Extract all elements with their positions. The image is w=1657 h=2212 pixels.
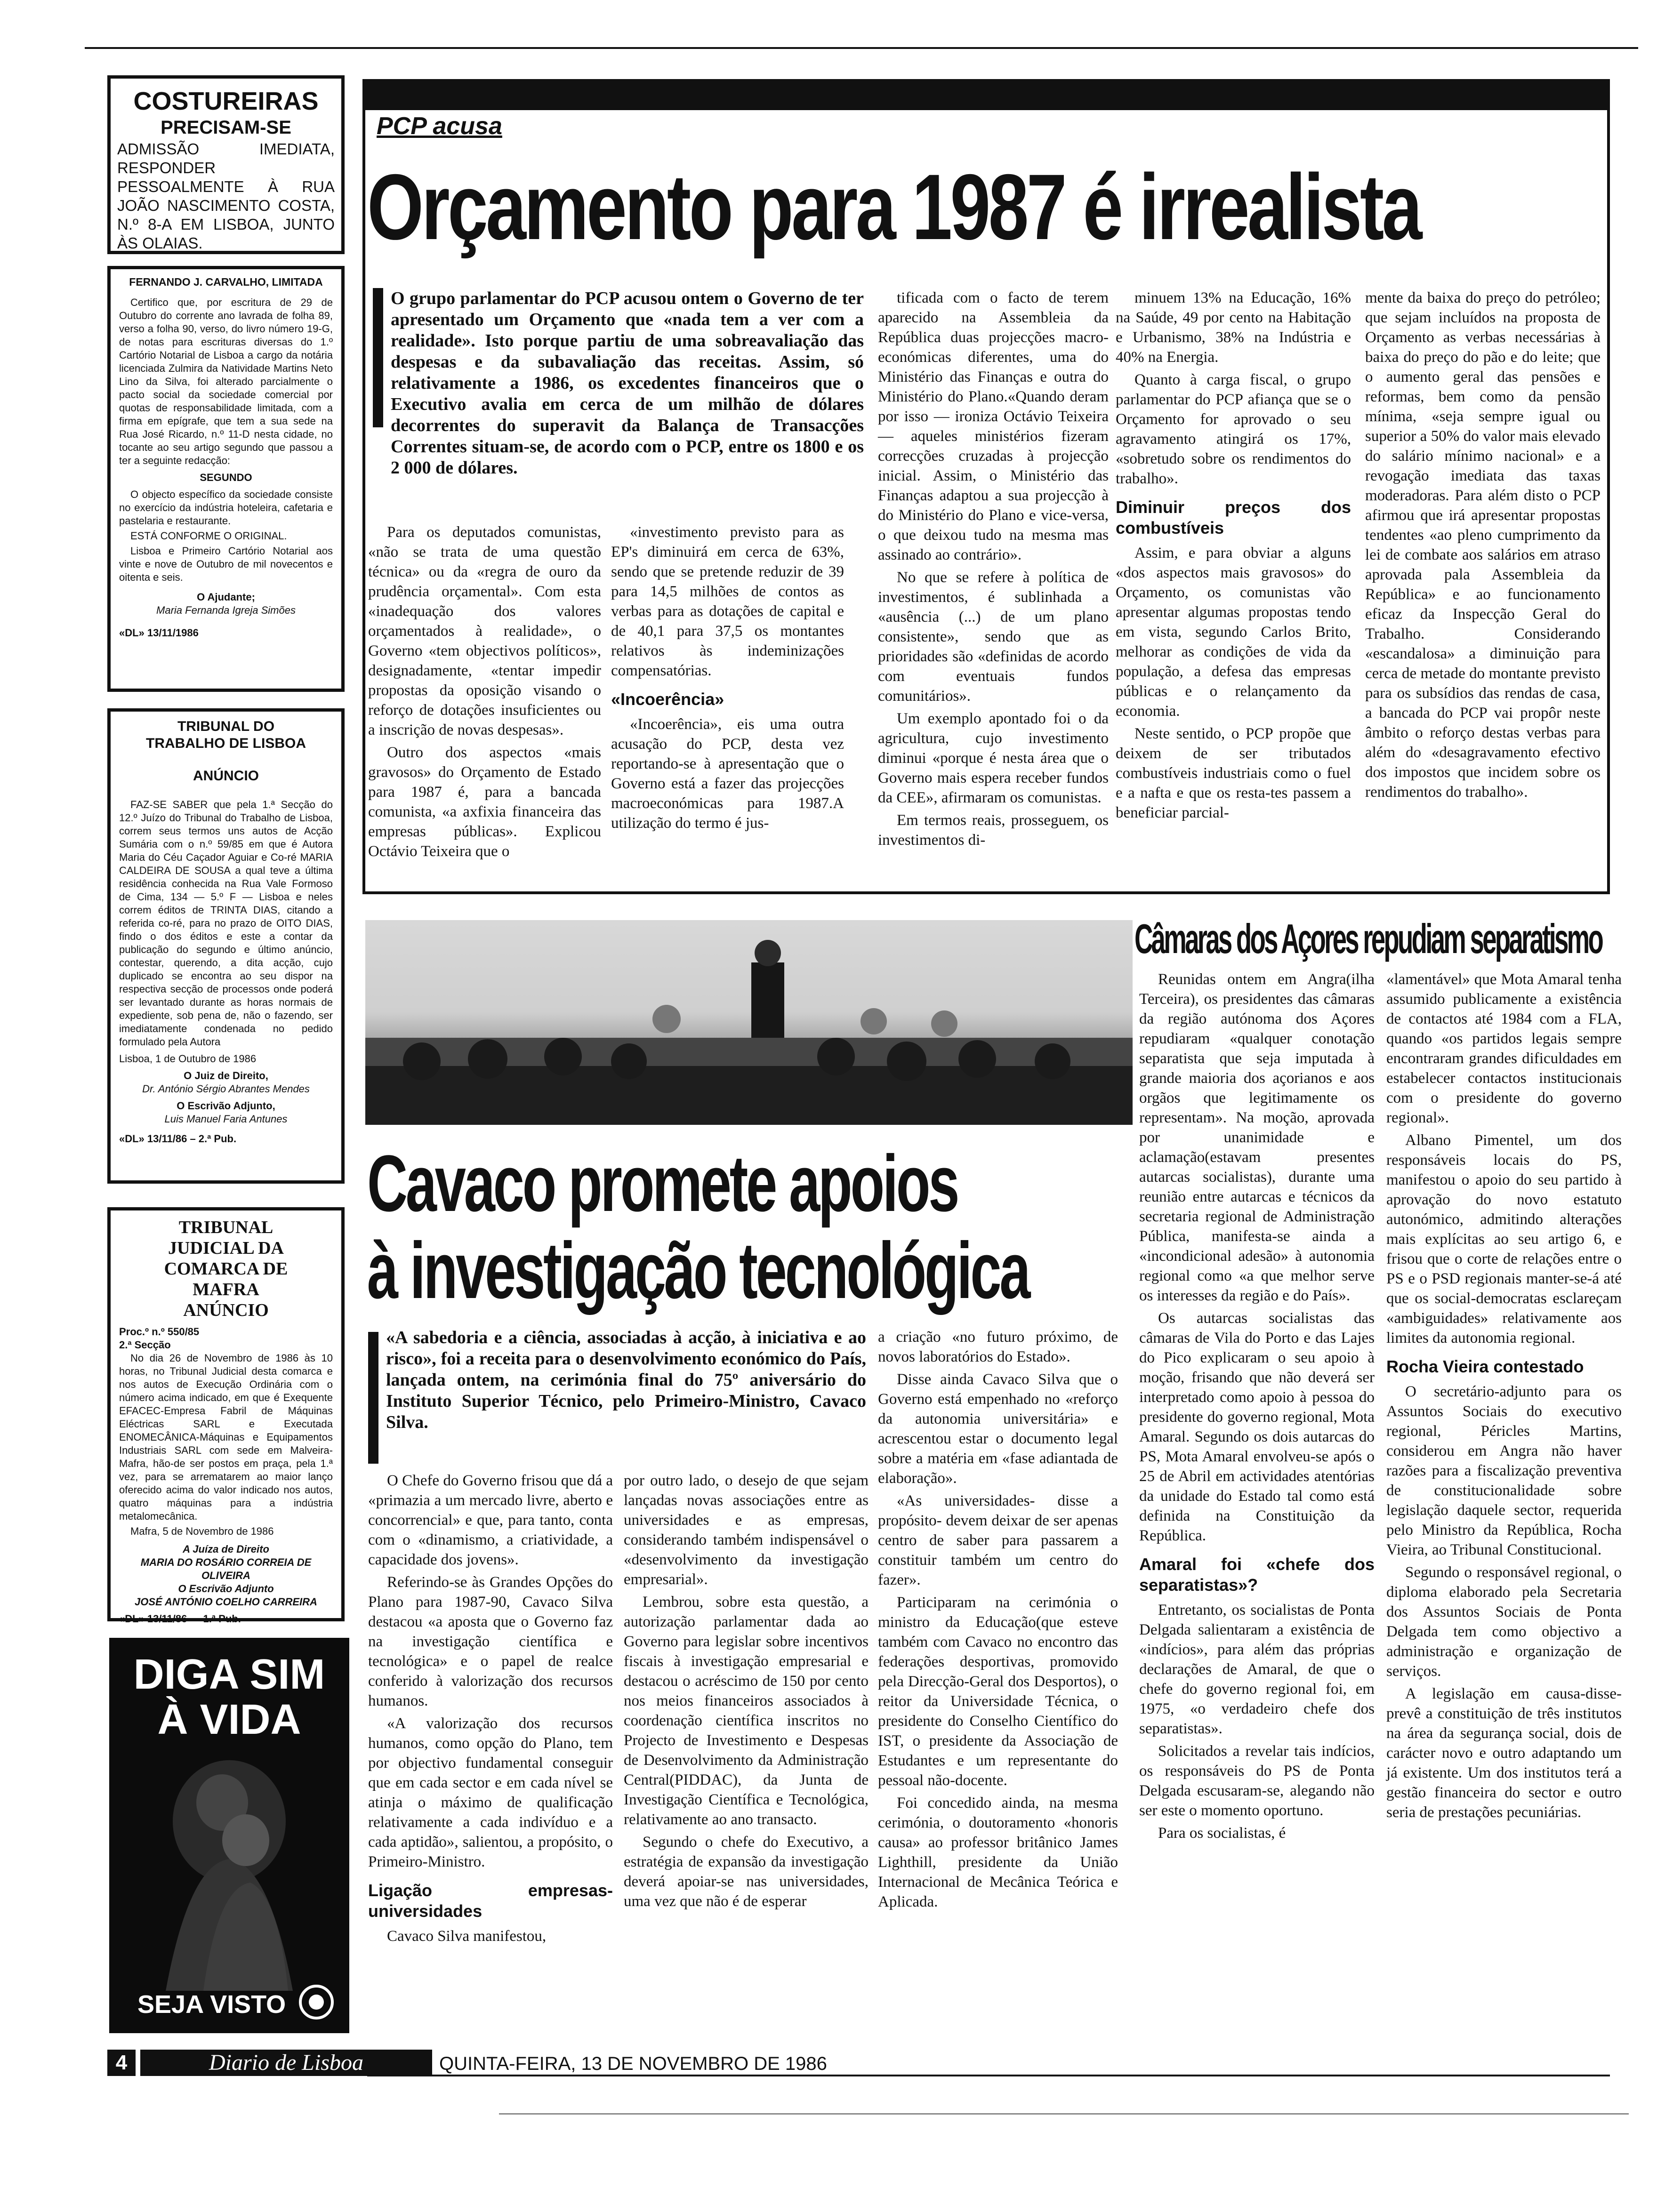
ad-tribunal-trabalho-judge-name: Dr. António Sérgio Abrantes Mendes: [142, 1083, 310, 1095]
article1-col3-p4: Em termos reais, prosseguem, os investimentos di-: [878, 812, 1109, 849]
footer-page-number: 4: [107, 2050, 136, 2076]
news-photo: [365, 920, 1133, 1125]
ad-tribunal-mafra-clerk-name: JOSÉ ANTÓNIO COELHO CARREIRA: [135, 1596, 317, 1608]
article2-col1-subhead: Ligação empresas-universidades: [368, 1881, 613, 1921]
ad-costureiras-subtitle: PRECISAM-SE: [161, 117, 291, 138]
article1-col3: [878, 288, 1109, 853]
ad-tribunal-mafra-body: No dia 26 de Novembro de 1986 às 10 horas, no Tribunal Judicial desta comarca e nos autos de Execução Ordinária com o número acima indicado, em que é Exequente EFACEC-Empresa Fabril de Máquinas Eléctricas SARL e Executada ENOMECÂNICA-Máquinas e Equipamentos Industriais SARL com sede em Malveira-Mafra, hão-de ser postos em praça, pela 1.ª vez, para se arrematarem ao maior lanço oferecido acima do valor indicado nos autos, quatro máquinas para a indústria metalomecânica.: [119, 1352, 333, 1522]
ad-tribunal-mafra-date: Mafra, 5 de Novembro de 1986: [130, 1525, 274, 1537]
article2-col2-p2: Lembrou, sobre esta questão, a autorização parlamentar dada ao Governo para legislar sobre incentivos fiscais à investigação empresarial e destacou o acréscimo de 150 por cento nos meios financeiros associados à coordenação científica inscritos no Projecto de Investimento e Despesas de Desenvolvimento da Administração Central(PIDDAC), da Junta de Investigação Científica e Tecnológica, relativamente ao ano transacto.: [624, 1594, 869, 1828]
article2-col3-p2: Disse ainda Cavaco Silva que o Governo está empenhado no «reforço da autonomia universitária» e acrescentou estar o documento legal sobre a matéria em «fase adiantada de elaboração».: [878, 1371, 1118, 1487]
article3-col2-p2: Albano Pimentel, um dos responsáveis locais do PS, manifestou o apoio do seu partido à aprovação do novo estatuto autonómico, admitindo alterações mais explícitas ao seu artigo 6, e frisou que o corte de relações entre o PS e o PSD regionais manter-se-á até que os social-democratas esclareçam «ambiguidades» relativamente aos limites da autonomia regional.: [1386, 1132, 1622, 1346]
article2-lead-bar: [368, 1332, 378, 1464]
article3-col1-p5: Para os socialistas, é: [1158, 1825, 1286, 1842]
article1-col2-p1: «investimento previsto para as EP's diminuirá em cerca de 63%, sendo que se pretende reduzir de 39 para 14,5 milhões de contos as verbas para as dotações de capital e de 40,1 para 37,5 os montantes relativos às indeminizações compensatórias.: [611, 524, 844, 679]
article3-headline: Câmaras dos Açores repudiam separatismo: [1134, 915, 1602, 962]
ad-tribunal-trabalho-date: Lisboa, 1 de Outubro de 1986: [119, 1053, 257, 1065]
photo-scene: [365, 920, 1133, 1125]
ad-tribunal-trabalho-title: TRIBUNAL DO TRABALHO DE LISBOA: [146, 719, 306, 751]
ad-diga-sim-line2: À VIDA: [157, 1696, 301, 1743]
article3-col1: [1139, 970, 1375, 1846]
article1-col2-subhead: «Incoerência»: [611, 689, 724, 709]
article3-col2: [1386, 970, 1622, 1825]
article3-col2-p3: O secretário-adjunto para os Assuntos Sociais do executivo regional, Péricles Martins, considerou em Angra não haver razões para a fiscalização preventiva de constitucionalidade sobre legislação daquele sector, requerida pelo Ministro da República, Rocha Vieira, ao Tribunal Constitucional.: [1386, 1383, 1622, 1558]
ad-fernando-body3: ESTÁ CONFORME O ORIGINAL.: [130, 530, 287, 542]
ad-fernando-heading: SEGUNDO: [200, 472, 252, 483]
article1-col3-p2: No que se refere à política de investimentos, é sublinhada a «ausência (...) de um plano consistente», sendo que as prioridades são «definidas de acordo com eventuais fundos comunitários».: [878, 569, 1109, 705]
article2-col2-p3: Segundo o chefe do Executivo, a estratégia de expansão da investigação deverá apoiar-se nas universidades, uma vez que não é de esperar: [624, 1834, 869, 1910]
article1-lead: O grupo parlamentar do PCP acusou ontem o Governo de ter apresentado um Orçamento que «nada tem a ver com a realidade». Isto porque partiu de uma sobreavaliação das despesas e da subavaliação das receitas. Assim, só relativamente a 1986, os excedentes financeiros que o Executivo avalia em cerca de um milhão de dólares decorrentes do superavit da Balança de Transacções Correntes situam-se, de acordo com o PCP, entre os 1800 e os 2 000 de dólares.: [391, 289, 864, 478]
ad-tribunal-trabalho-ref: «DL» 13/11/86 – 2.ª Pub.: [119, 1133, 237, 1145]
ad-fernando-carvalho: [107, 266, 345, 692]
footer-bar: [107, 2050, 1614, 2078]
ad-diga-sim-footer: SEJA VISTO: [137, 1990, 286, 2019]
article1-col5-p1: mente da baixa do preço do petróleo; que sejam incluídos na proposta de Orçamento as verbas necessárias à baixa do preço do pão e do leite; que o aumento geral das pensões e reformas, bem como da pensão mínima, «seja sempre igual ou superior a 50% do valor mais elevado do salário mínimo nacional» e a revogação imediata das taxas moderadoras. Para além disto o PCP afirmou que irá apresentar propostas tendentes «ao pleno cumprimento da lei de combate aos salários em atraso aprovada pala Assembleia da República» e ao funcionamento eficaz da Inspecção Geral do Trabalho. Considerando «escandalosa» a diminuição para cerca de metade do montante previsto para os subsídios das rendas de casa, a bancada do PCP vai propôr neste âmbito o reforço destas verbas para além do «desagravamento efectivo dos impostos que incidem sobre os rendimentos do trabalho».: [1365, 289, 1601, 801]
ad-tribunal-mafra-proc: Proc.º n.º 550/85: [119, 1326, 200, 1338]
article1-col4-p4: Neste sentido, o PCP propõe que deixem de ser tributados combustíveis industriais como o fuel e a nafta e que os resta-tes passem a beneficiar parcial-: [1116, 725, 1351, 821]
ad-tribunal-mafra: [107, 1207, 345, 1625]
article3-col1-subhead: Amaral foi «chefe dos separatistas»?: [1139, 1555, 1375, 1595]
article1-lead-bar: [373, 288, 383, 427]
article2-col1-p1: O Chefe do Governo frisou que dá a «primazia a um mercado livre, aberto e concorrencial» e que, para tanto, conta com o «dinamismo, a criatividade, a capacidade dos jovens».: [368, 1472, 613, 1568]
top-rule: [85, 47, 1638, 49]
ad-fernando-body2: O objecto específico da sociedade consiste no exercício da indústria hoteleira, cafetaria e pastelaria e restaurante.: [119, 489, 333, 527]
article2-lead: «A sabedoria e a ciência, associadas à acção, à iniciativa e ao risco», foi a receita para o desenvolvimento económico do País, lançada ontem, na cerimónia final do 75º aniversário do Instituto Superior Técnico, pelo Primeiro-Ministro, Cavaco Silva.: [386, 1328, 866, 1432]
article3-col2-p5: A legislação em causa-disse- prevê a constituição de três institutos na área da segurança social, dois de carácter novo e outro adaptando um já existente. Um dos institutos terá a gestão financeira do sector e outro seria de prestações pecuniárias.: [1386, 1685, 1622, 1821]
ad-tribunal-trabalho-body: FAZ-SE SABER que pela 1.ª Secção do 12.º Juízo do Tribunal do Trabalho de Lisboa, correm seus termos uns autos de Acção Sumária com o n.º 59/85 em que é Autora Maria do Céu Caçador Aguiar e Co-ré MARIA CALDEIRA DE SOUSA a qual teve a última residência conhecida na Rua Vale Formoso de Cima, 134 — 5.º F — Lisboa e neles correm éditos de TRINTA DIAS, citando a referida co-ré, para no prazo de OITO DIAS, findo o dos éditos e este a contar da publicação do segundo e último anúncio, contestar, querendo, a dita acção, cujo duplicado se encontra ao seu dispor na respectiva secção de processos onde poderá ser levantado durante as horas normais de expediente, sob pena de, não o fazendo, ser imediatamente condenada no pedido formulado pela Autora: [119, 799, 333, 1048]
ad-fernando-sig-label: O Ajudante;: [197, 591, 255, 603]
article2-col3-p5: Foi concedido ainda, na mesma cerimónia, o doutoramento «honoris causa» ao professor britânico James Lighthill, presidente da União Internacional de Mecânica Teórica e Aplicada.: [878, 1795, 1118, 1910]
ad-tribunal-mafra-title: TRIBUNAL JUDICIAL DA COMARCA DE MAFRA: [164, 1218, 288, 1299]
article2-col2-p1: por outro lado, o desejo de que sejam lançadas novas associações entre as universidades e as empresas, considerando também indispensável o «desenvolvimento da investigação empresarial».: [624, 1472, 869, 1588]
footer-rule: [367, 2075, 1610, 2076]
article1-col5: [1365, 288, 1601, 805]
article1-col4-subhead: Diminuir preços dos combustíveis: [1116, 497, 1351, 537]
article1-col1-p1: Para os deputados comunistas, «não se trata de uma questão técnica» ou da «regra de ouro da prudência orçamental». Com esta «inadequação dos valores orçamentados à realidade», o Governo «tem objectivos políticos», designadamente, «tentar impedir propostas da oposição visando o reforço de dotações insuficientes ou a inscrição de novas despesas».: [368, 524, 601, 738]
article3-col1-p3: Entretanto, os socialistas de Ponta Delgada salientaram a existência de «indícios», para além das próprias declarações de Amaral, de que o chefe do governo regional foi, em 1975, «o verdadeiro chefe dos separatistas».: [1139, 1602, 1375, 1737]
article2-headline-line2: à investigação tecnológica: [367, 1226, 1029, 1315]
article2-col1-p4: Cavaco Silva manifestou,: [387, 1928, 547, 1945]
footer-date: QUINTA-FEIRA, 13 DE NOVEMBRO DE 1986: [439, 2053, 827, 2074]
article1-col4-p3: Assim, e para obviar a alguns «dos aspectos mais gravosos» do Orçamento, os comunistas vão apresentar algumas propostas tendo em vista, segundo Carlos Brito, melhorar as condições de vida da população, a defesa das empresas públicas e o relançamento da economia.: [1116, 545, 1351, 720]
article2-col3: [878, 1327, 1118, 1915]
ad-tribunal-trabalho-clerk-label: O Escrivão Adjunto,: [177, 1100, 275, 1112]
bottom-scan-rule: [499, 2113, 1629, 2115]
ad-costureiras-title: COSTUREIRAS: [133, 87, 319, 115]
article1-col3-p1: tificada com o facto de terem aparecido na Assembleia da República duas projecções macro-económicas diferentes, uma do Ministério das Finanças e outra do Ministério do Plano.«Quando deram por isso — ironiza Octávio Teixeira — aqueles ministérios fizeram correcções cruzadas à projecção inicial. Assim, o Ministério das Finanças adaptou a sua projecção à do Ministério do Plano e vice-versa, o que deixou tudo na mesma mas assinado ao contrário».: [878, 289, 1109, 563]
article1-col4-p1: minuem 13% na Educação, 16% na Saúde, 49 por cento na Habitação e Urbanismo, 38% na Indústria e 40% na Energia.: [1116, 289, 1351, 366]
article2-col1-p3: «A valorização dos recursos humanos, como opção do Plano, tem por objectivo fundamental conseguir que em cada sector e em cada nível se atinja o máximo de qualificação relativamente a cada indivíduo e a cada aptidão», salientou, a propósito, o Primeiro-Ministro.: [368, 1715, 613, 1870]
article1-headline: Orçamento para 1987 é irrealista: [367, 155, 1420, 259]
silhouette-figures-icon: [109, 1746, 349, 1991]
article1-col2: [611, 522, 844, 836]
ad-tribunal-mafra-clerk-label: O Escrivão Adjunto: [178, 1583, 274, 1595]
article3-col1-p2: Os autarcas socialistas das câmaras de Vila do Porto e das Lajes do Pico explicaram o seu apoio à moção, frisando que não deverá ser interpretado como apoio à pessoa do presidente do governo regional, Mota Amaral. Segundo os dois autarcas do PS, Mota Amaral envolveu-se após o 25 de Abril em actividades atentórias da unidade do Estado tal como está definida na Constituição da República.: [1139, 1310, 1375, 1544]
ad-tribunal-mafra-secao: 2.ª Secção: [119, 1339, 171, 1351]
ad-fernando-sig-name: Maria Fernanda Igreja Simões: [156, 604, 296, 616]
article1-kicker: PCP acusa: [377, 112, 502, 140]
ad-tribunal-mafra-subtitle: ANÚNCIO: [183, 1300, 269, 1320]
article2-col1-p2: Referindo-se às Grandes Opções do Plano para 1987-90, Cavaco Silva destacou «a aposta que o Governo faz na investigação científica e tecnológica» e o papel de realce conferido à valorização dos recursos humanos.: [368, 1574, 613, 1709]
ad-tribunal-mafra-ref: «DL» 13/11/86 — 1.ª Pub.: [119, 1613, 241, 1625]
ad-fernando-body1: Certifico que, por escritura de 29 de Outubro do corrente ano lavrada de folha 89, verso a folha 90, verso, do livro número 19-G, de notas para escrituras diversas do 1.º Cartório Notarial de Lisboa a cargo da notária licenciada Zulmira da Natividade Martins Neto Lino da Silva, foi alterado parcialmente o pacto social da sociedade comercial por quotas de responsabilidade limitada, com a firma em epígrafe, que tem a sua sede na Rua José Ricardo, n.º 11-D nesta cidade, no tocante ao seu artigo segundo que passou a ter a seguinte redacção:: [119, 297, 333, 466]
ad-fernando-body4: Lisboa e Primeiro Cartório Notarial aos vinte e nove de Outubro de mil novecentos e oitenta e seis.: [119, 545, 333, 583]
article3-col2-p1: «lamentável» que Mota Amaral tenha assumido publicamente a existência de contactos até 1984 com a FLA, quando «os partidos legais sempre encontraram grandes dificuldades em estabelecer contactos institucionais com o presidente do governo regional».: [1386, 971, 1622, 1126]
article3-col2-subhead: Rocha Vieira contestado: [1386, 1357, 1584, 1376]
seal-emblem-icon: [298, 1983, 335, 2021]
ad-tribunal-mafra-judge-label: A Juíza de Direito: [183, 1543, 269, 1555]
ad-diga-sim: [109, 1638, 349, 2033]
article1-col2-p2: «Incoerência», eis uma outra acusação do PCP, desta vez reportando-se à apresentação que o Governo está a fazer das projecções macroeconómicas para 1987.A utilização do termo é jus-: [611, 716, 844, 832]
footer-masthead: Diario de Lisboa: [140, 2050, 432, 2076]
article3-col1-p4: Solicitados a revelar tais indícios, os responsáveis do PS de Ponta Delgada escusaram-se, alegando não ser este o momento oportuno.: [1139, 1743, 1375, 1819]
article3-col2-p4: Segundo o responsável regional, o diploma elaborado pela Secretaria dos Assuntos Sociais de Ponta Delgada tem como objectivo a administração e organização de serviços.: [1386, 1564, 1622, 1680]
article2-col1: [368, 1471, 613, 1949]
ad-tribunal-trabalho-judge-label: O Juiz de Direito,: [184, 1070, 268, 1082]
article1-col4-p2: Quanto à carga fiscal, o grupo parlamentar do PCP afiança que se o Orçamento for aprovado o seu agravamento atingirá os 17%, «sobretudo sobre os rendimentos do trabalho».: [1116, 371, 1351, 487]
article2-col3-p1: a criação «no futuro próximo, de novos laboratórios do Estado».: [878, 1329, 1118, 1365]
ad-diga-sim-line1: DIGA SIM: [133, 1651, 325, 1698]
ad-tribunal-trabalho-clerk-name: Luis Manuel Faria Antunes: [164, 1113, 288, 1125]
article2-col3-p4: Participaram na cerimónia o ministro da Educação(que esteve também com Cavaco no encontro das federações desportivas, promovido pela Direcção-Geral dos Desportos), o reitor da Universidade Técnica, o presidente do Conselho Científico do IST, o presidente da Associação de Estudantes e um representante do pessoal não-docente.: [878, 1594, 1118, 1789]
ad-tribunal-trabalho-subtitle: ANÚNCIO: [193, 768, 259, 784]
article1-col1-p2: Outro dos aspectos «mais gravosos» do Orçamento de Estado para 1987 é, para a bancada comunista, «a axfixia financeira das empresas públicas». Explicou Octávio Teixeira que o: [368, 744, 601, 860]
ad-tribunal-mafra-judge-name: MARIA DO ROSÁRIO CORREIA DE OLIVEIRA: [140, 1556, 312, 1581]
ad-fernando-ref: «DL» 13/11/1986: [119, 627, 199, 639]
article1-col4: [1116, 288, 1351, 825]
article1-col1: [368, 522, 601, 864]
article2-col3-p3: «As universidades- disse a propósito- devem deixar de ser apenas centro de saber para passarem a constituir também um centro do fazer».: [878, 1492, 1118, 1588]
article1-col3-p3: Um exemplo apontado foi o da agricultura, cujo investimento diminui «porque é nesta área que o Governo mais espera receber fundos da CEE», afirmaram os comunistas.: [878, 710, 1109, 806]
article3-col1-p1: Reunidas ontem em Angra(ilha Terceira), os presidentes das câmaras da região autónoma dos Açores repudiaram «qualquer conotação separatista que seja imputada à grande maioria dos açorianos e aos orgãos que legitimamente os representam». Na moção, aprovada por unanimidade e aclamação(estavam presentes autarcas socialistas), durante uma reunião entre autarcas e técnicos da secretaria regional de Administração Pública, manifesta-se ainda a «incondicional adesão» à autonomia regional como «a que melhor serve os interesses da região e do País».: [1139, 971, 1375, 1304]
ad-tribunal-trabalho: [107, 708, 345, 1184]
article2-col2: [624, 1471, 869, 1914]
ad-costureiras-body: ADMISSÃO IMEDIATA, RESPONDER PESSOALMENTE À RUA JOÃO NASCIMENTO COSTA, N.º 8-A EM LISBOA, JUNTO ÀS OLAIAS.: [117, 140, 335, 252]
ad-fernando-title: FERNANDO J. CARVALHO, LIMITADA: [129, 276, 323, 288]
ad-costureiras: [107, 75, 345, 254]
article2-headline-line1: Cavaco promete apoios: [367, 1139, 958, 1228]
